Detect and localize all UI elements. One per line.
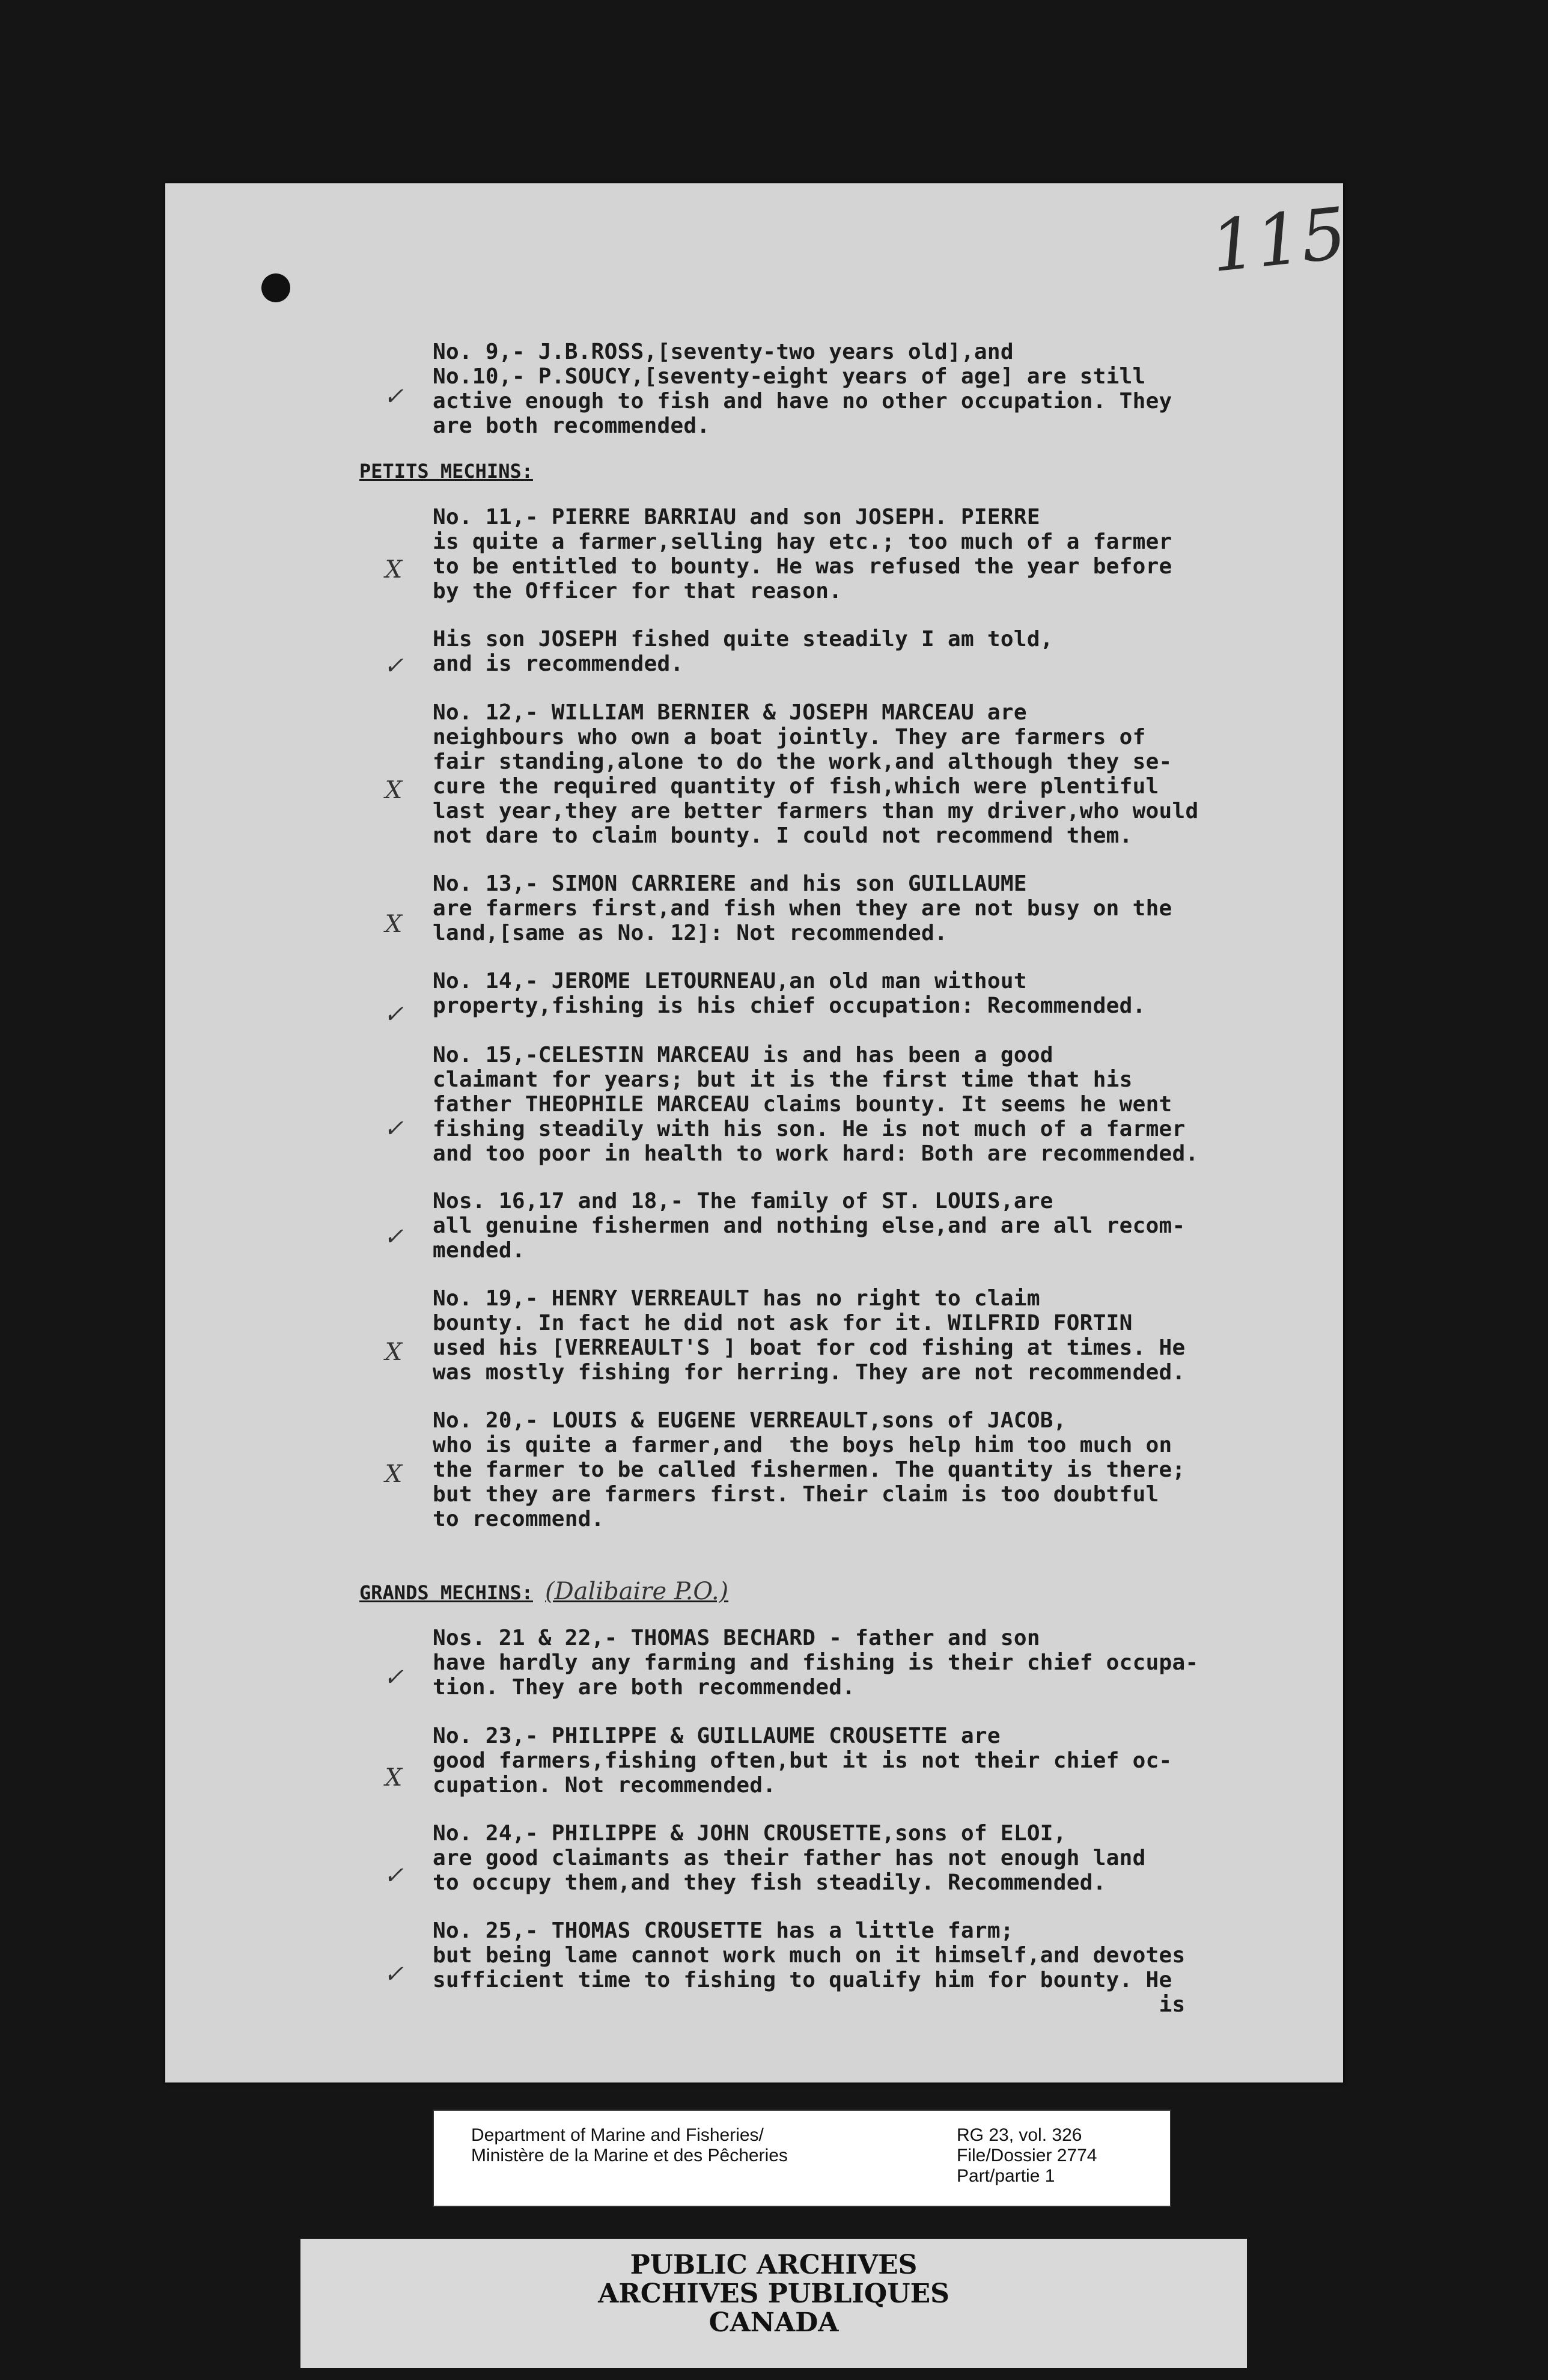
archives-line-2: ARCHIVES PUBLIQUES [598,2278,949,2309]
archives-line-3: CANADA [708,2307,839,2338]
part-number: Part/partie 1 [957,2166,1055,2186]
department-names [471,2125,788,2166]
heading-grands-mechins [359,1578,728,1605]
paragraph-no21-22: Nos. 21 & 22,- THOMAS BECHARD - father and son have hardly any farming and fishing is their chief occupa- tion. They are both recommended. [433,1626,1199,1700]
margin-x-mark: X [385,1764,403,1792]
paragraph-no11: No. 11,- PIERRE BARRIAU and son JOSEPH. PIERRE is quite a farmer,selling hay etc.; too much of a farmer to be entitled to bounty. He was refused the year before by the Officer for that reason. [433,505,1172,603]
archive-reference-label [433,2110,1171,2207]
paragraph-no25: No. 25,- THOMAS CROUSETTE has a little farm; but being lame cannot work much on it himself,and devotes sufficient time to fishing to qualify him for bounty. He is [433,1918,1186,2017]
paragraph-no13: No. 13,- SIMON CARRIERE and his son GUILLAUME are farmers first,and fish when they are not busy on the land,[same as No. 12]: Not recommended. [433,871,1172,945]
paragraph-no9-10: No. 9,- J.B.ROSS,[seventy-two years old],and No.10,- P.SOUCY,[seventy-eight years of age] are still active enough to fish and have no other occupation. They are both recommended. [433,340,1172,438]
archives-line-1: PUBLIC ARCHIVES [630,2250,918,2280]
paragraph-no20: No. 20,- LOUIS & EUGENE VERREAULT,sons of JACOB, who is quite a farmer,and the boys help him too much on the farmer to be called fishermen. The quantity is there; but they are farmers first. Their claim is too doubtful to recommend. [433,1408,1186,1531]
margin-check-mark: ✓ [383,1223,404,1251]
paragraph-no23: No. 23,- PHILIPPE & GUILLAUME CROUSETTE are good farmers,fishing often,but it is not their chief oc- cupation. Not recommended. [433,1724,1172,1798]
page-number: 115 [1207,191,1350,288]
paragraph-no12: No. 12,- WILLIAM BERNIER & JOSEPH MARCEAU are neighbours who own a boat jointly. They are farmers of fair standing,alone to do the work,and although they se- cure the required quantity of fish,which were plentiful last year,they are better farmers than my driver,who would not dare to claim bounty. I could not recommend them. [433,700,1199,848]
department-french: Ministère de la Marine et des Pêcheries [471,2146,788,2165]
heading-petits-mechins: PETITS MECHINS: [359,460,533,483]
margin-check-mark: ✓ [383,1115,404,1143]
margin-check-mark: ✓ [383,1862,404,1890]
paragraph-no19: No. 19,- HENRY VERREAULT has no right to claim bounty. In fact he did not ask for it. WILFRID FORTIN used his [VERREAULT'S ] boat for cod fishing at times. He was mostly fishing for herring. They are not recommended. [433,1286,1186,1385]
heading-grands-text: GRANDS MECHINS: [359,1581,533,1604]
margin-x-mark: X [385,777,403,804]
margin-x-mark: X [385,1460,403,1488]
margin-x-mark: X [385,1338,403,1366]
margin-check-mark: ✓ [383,1664,404,1691]
public-archives-banner [300,2239,1247,2368]
margin-check-mark: ✓ [383,383,404,410]
handwritten-note: (Dalibaire P.O.) [544,1578,729,1605]
paragraph-no24: No. 24,- PHILIPPE & JOHN CROUSETTE,sons of ELOI, are good claimants as their father has not enough land to occupy them,and they fish steadily. Recommended. [433,1821,1146,1895]
record-group: RG 23, vol. 326 [957,2125,1082,2145]
department-english: Department of Marine and Fisheries/ [471,2125,764,2145]
paragraph-no14: No. 14,- JEROME LETOURNEAU,an old man without property,fishing is his chief occupation: Recommended. [433,969,1146,1018]
paragraph-no15: No. 15,-CELESTIN MARCEAU is and has been a good claimant for years; but it is the first time that his father THEOPHILE MARCEAU claims bounty. It seems he went fishing steadily with his son. He is not much of a farmer and too poor in health to work hard: Both are recommended. [433,1043,1199,1166]
margin-check-mark: ✓ [383,652,404,680]
file-number: File/Dossier 2774 [957,2146,1097,2165]
margin-check-mark: ✓ [383,1001,404,1028]
paragraph-joseph: His son JOSEPH fished quite steadily I am told, and is recommended. [433,627,1053,676]
margin-check-mark: ✓ [383,1960,404,1988]
file-reference [957,2125,1097,2186]
margin-x-mark: X [385,911,403,938]
punch-hole [261,273,290,302]
paragraph-no16-18: Nos. 16,17 and 18,- The family of ST. LOUIS,are all genuine fishermen and nothing else,and are all recom- mended. [433,1189,1186,1263]
margin-x-mark: X [385,556,403,584]
